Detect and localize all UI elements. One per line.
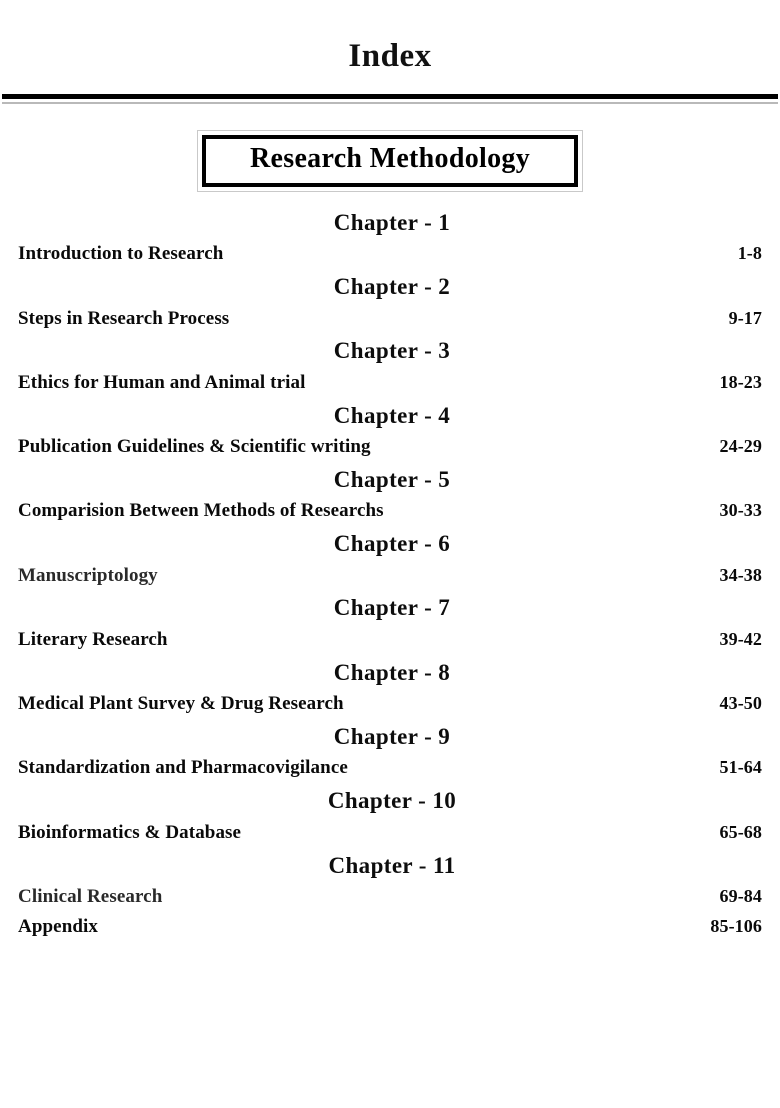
toc-entry-title: Medical Plant Survey & Drug Research [18,693,344,715]
toc-entry-pages: 85-106 [710,915,762,936]
chapter-heading: Chapter - 11 [328,852,456,878]
toc-entry[interactable] [18,369,766,399]
toc-entry[interactable] [18,819,766,849]
toc-entry-title: Introduction to Research [18,243,224,265]
chapter-heading: Chapter - 3 [333,338,451,364]
book-title-box [197,130,583,192]
toc-entry-title: Bioinformatics & Database [18,821,242,843]
toc-entry[interactable] [18,883,766,913]
toc-entry[interactable] [18,913,766,943]
divider-thin-line [2,102,778,104]
toc-entry-pages: 24-29 [719,436,762,457]
divider-thick-line [2,94,778,99]
chapter-heading: Chapter - 5 [333,466,451,492]
toc-entry-title: Literary Research [18,628,168,650]
chapter-heading: Chapter - 2 [333,274,451,300]
toc-entry-pages: 51-64 [719,757,762,778]
toc-entry[interactable] [18,754,766,784]
chapter-heading: Chapter - 7 [333,595,451,621]
toc-entry-title: Appendix [18,915,99,937]
chapter-heading: Chapter - 6 [333,531,451,557]
toc-entry-pages: 34-38 [719,564,762,585]
toc-entry-title: Comparision Between Methods of Researchs [18,500,384,522]
page-title: Index [348,38,432,74]
toc-entry[interactable] [18,433,766,463]
toc-entry-pages: 1-8 [737,243,762,264]
toc-entry-pages: 69-84 [719,886,762,907]
chapter-heading: Chapter - 8 [333,659,451,685]
toc-entry-title: Ethics for Human and Animal trial [18,371,306,393]
book-title: Research Methodology [250,143,530,174]
toc-entry-pages: 18-23 [719,371,762,392]
toc-entry[interactable] [18,626,766,656]
chapter-heading: Chapter - 4 [333,402,451,428]
toc-entry[interactable] [18,562,766,592]
toc-entry[interactable] [18,690,766,720]
toc-entry-pages: 39-42 [719,628,762,649]
toc-entry[interactable] [18,305,766,335]
chapter-heading: Chapter - 1 [333,209,451,235]
toc-entry[interactable] [18,497,766,527]
toc-entry-title: Standardization and Pharmacovigilance [18,757,348,779]
header-divider [0,94,780,104]
toc-entry-title: Steps in Research Process [18,307,230,329]
toc-entry-title: Manuscriptology [18,564,158,586]
toc-entry-title: Clinical Research [18,886,163,908]
toc-entry[interactable] [18,240,766,270]
toc-entry-pages: 43-50 [719,693,762,714]
toc-entry-pages: 65-68 [719,821,762,842]
toc-entry-pages: 9-17 [728,307,762,328]
book-title-box-inner [202,135,578,187]
toc-entry-pages: 30-33 [719,500,762,521]
toc-entry-title: Publication Guidelines & Scientific writing [18,436,371,458]
table-of-contents [0,206,780,943]
chapter-heading: Chapter - 9 [333,724,451,750]
chapter-heading: Chapter - 10 [327,788,457,814]
